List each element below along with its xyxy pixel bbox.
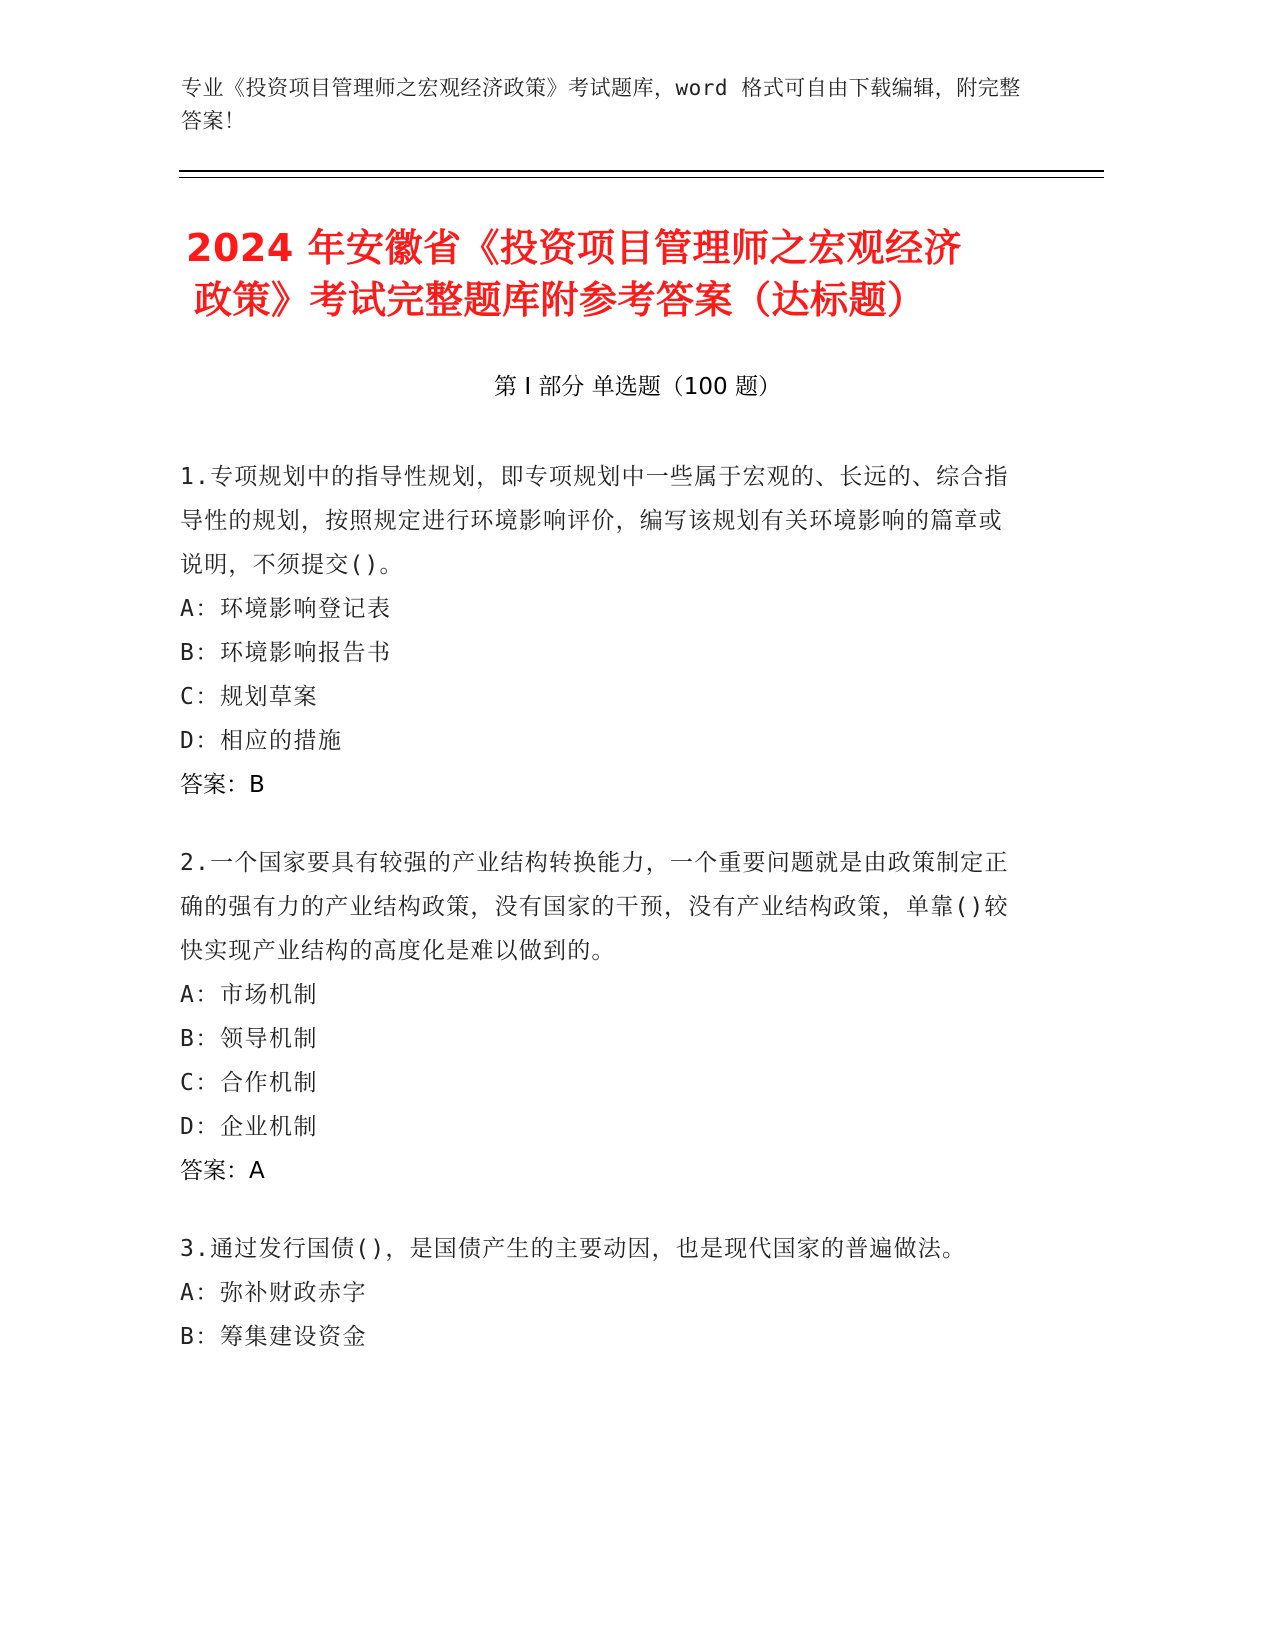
header-note: 专业《投资项目管理师之宏观经济政策》考试题库，word 格式可自由下载编辑，附完整答案！ [181,76,1021,133]
option-letter: C： [180,1070,220,1096]
document-title-line-1: 2024 年安徽省《投资项目管理师之宏观经济 [186,226,962,270]
option-text: 环境影响报告书 [220,640,392,666]
option-b [180,631,1015,675]
option-letter: D： [180,728,220,754]
option-text: 规划草案 [220,684,318,710]
question-stem: 3.通过发行国债()，是国债产生的主要动因，也是现代国家的普遍做法。 [180,1236,967,1262]
question-list [180,455,1015,1393]
option-letter: B： [180,1026,220,1052]
question-stem: 2.一个国家要具有较强的产业结构转换能力，一个重要问题就是由政策制定正确的强有力的产业结构政策，没有国家的干预，没有产业结构政策，单靠()较快实现产业结构的高度化是难以做到的。 [180,850,1009,964]
option-letter: B： [180,1324,220,1350]
option-letter: B： [180,640,220,666]
question-3 [180,1227,1015,1359]
question-stem: 1.专项规划中的指导性规划，即专项规划中一些属于宏观的、长远的、综合指导性的规划，按照规定进行环境影响评价，编写该规划有关环境影响的篇章或说明，不须提交()。 [180,464,1009,578]
option-d [180,719,1015,763]
option-a [180,587,1015,631]
document-title-line-2: 政策》考试完整题库附参考答案（达标题） [194,278,926,322]
header-divider-thick [179,170,1104,172]
option-a [180,973,1015,1017]
option-text: 筹集建设资金 [220,1324,367,1350]
option-c [180,1061,1015,1105]
option-letter: A： [180,596,220,622]
option-text: 弥补财政赤字 [220,1280,367,1306]
option-text: 企业机制 [220,1114,318,1140]
option-a [180,1271,1015,1315]
option-letter: A： [180,1280,220,1306]
option-letter: A： [180,982,220,1008]
document-title [186,222,1086,326]
question-1 [180,455,1015,807]
option-text: 环境影响登记表 [220,596,392,622]
option-text: 领导机制 [220,1026,318,1052]
option-d [180,1105,1015,1149]
section-heading: 第 I 部分 单选题（100 题） [494,374,781,400]
option-text: 合作机制 [220,1070,318,1096]
option-letter: D： [180,1114,220,1140]
option-letter: C： [180,684,220,710]
option-c [180,675,1015,719]
option-text: 相应的措施 [220,728,343,754]
header-divider-thin [179,177,1104,178]
question-2 [180,841,1015,1193]
option-text: 市场机制 [220,982,318,1008]
option-b [180,1315,1015,1359]
option-b [180,1017,1015,1061]
answer-line: 答案：B [180,772,265,798]
answer-line: 答案：A [180,1158,265,1184]
